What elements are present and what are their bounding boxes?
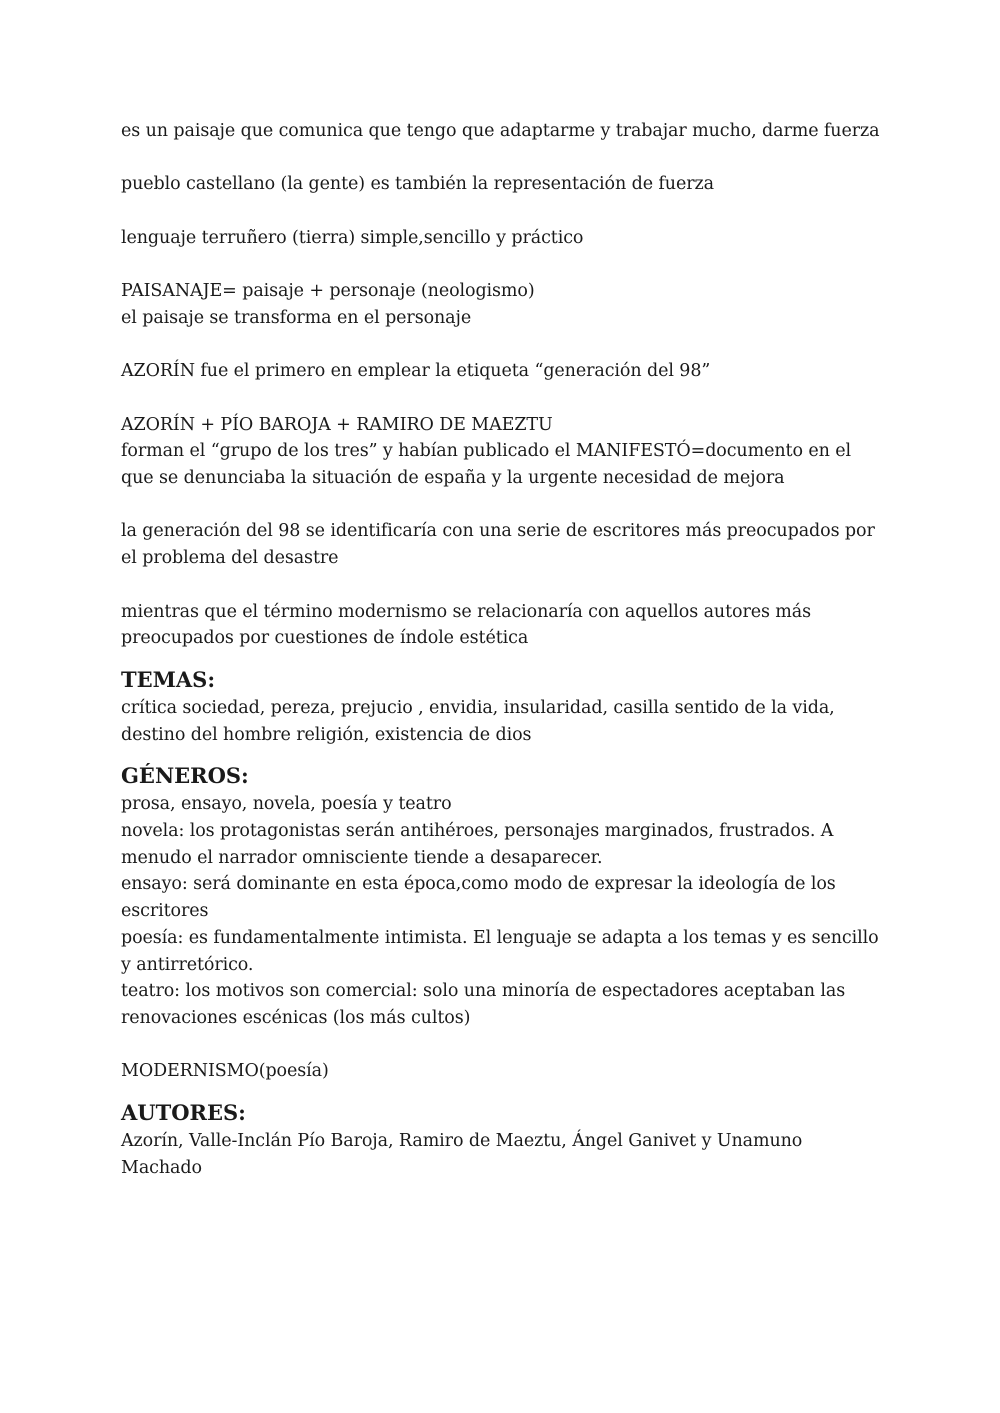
autores-heading: AUTORES: <box>121 1100 246 1126</box>
paragraph-azorin-etiqueta: AZORÍN fue el primero en emplear la etiqueta “generación del 98” <box>121 361 711 382</box>
generos-line-teatro: teatro: los motivos son comercial: solo una minoría de espectadores aceptaban las renovaciones escénicas (los más cultos) <box>121 981 846 1028</box>
paragraph-paisanaje: PAISANAJE= paisaje + personaje (neologismo) <box>121 281 535 302</box>
paragraph-lenguaje: lenguaje terruñero (tierra) simple,sencillo y práctico <box>121 227 584 248</box>
paragraph-modernismo-autores: mientras que el término modernismo se relacionaría con aquellos autores más preocupados por cuestiones de índole estética <box>121 601 812 649</box>
paragraph-pueblo: pueblo castellano (la gente) es también la representación de fuerza <box>121 174 714 195</box>
generos-line-list: prosa, ensayo, novela, poesía y teatro <box>121 794 452 815</box>
generos-line-ensayo: ensayo: será dominante en esta época,como modo de expresar la ideología de los escritores <box>121 874 836 922</box>
generos-line-novela: novela: los protagonistas serán antihéroes, personajes marginados, frustrados. A menudo el narrador omnisciente tiende a desaparecer. <box>121 821 834 868</box>
paragraph-grupo-nombres: AZORÍN + PÍO BAROJA + RAMIRO DE MAEZTU <box>121 414 553 435</box>
paragraph-paisaje: es un paisaje que comunica que tengo que adaptarme y trabajar mucho, darme fuerza <box>121 121 880 141</box>
temas-heading: TEMAS: <box>121 666 216 692</box>
modernismo-label: MODERNISMO(poesía) <box>121 1061 329 1082</box>
autores-text: Azorín, Valle-Inclán Pío Baroja, Ramiro de Maeztu, Ángel Ganivet y Unamuno Machado <box>121 1131 803 1178</box>
paragraph-generacion-98: la generación del 98 se identificaría con una serie de escritores más preocupados por el problema del desastre <box>121 521 875 569</box>
document-page <box>121 118 881 1181</box>
temas-text: crítica sociedad, pereza, prejucio , envidia, insularidad, casilla sentido de la vida, destino del hombre religión, existencia de dios <box>121 697 835 745</box>
paragraph-paisaje-personaje: el paisaje se transforma en el personaje <box>121 307 472 328</box>
generos-line-poesia: poesía: es fundamentalmente intimista. El lenguaje se adapta a los temas y es sencillo y antirretórico. <box>121 927 879 975</box>
generos-heading: GÉNEROS: <box>121 763 249 789</box>
paragraph-grupo-tres: forman el “grupo de los tres” y habían publicado el MANIFESTÓ=documento en el que se denunciaba la situación de españa y la urgente necesidad de mejora <box>121 441 852 489</box>
